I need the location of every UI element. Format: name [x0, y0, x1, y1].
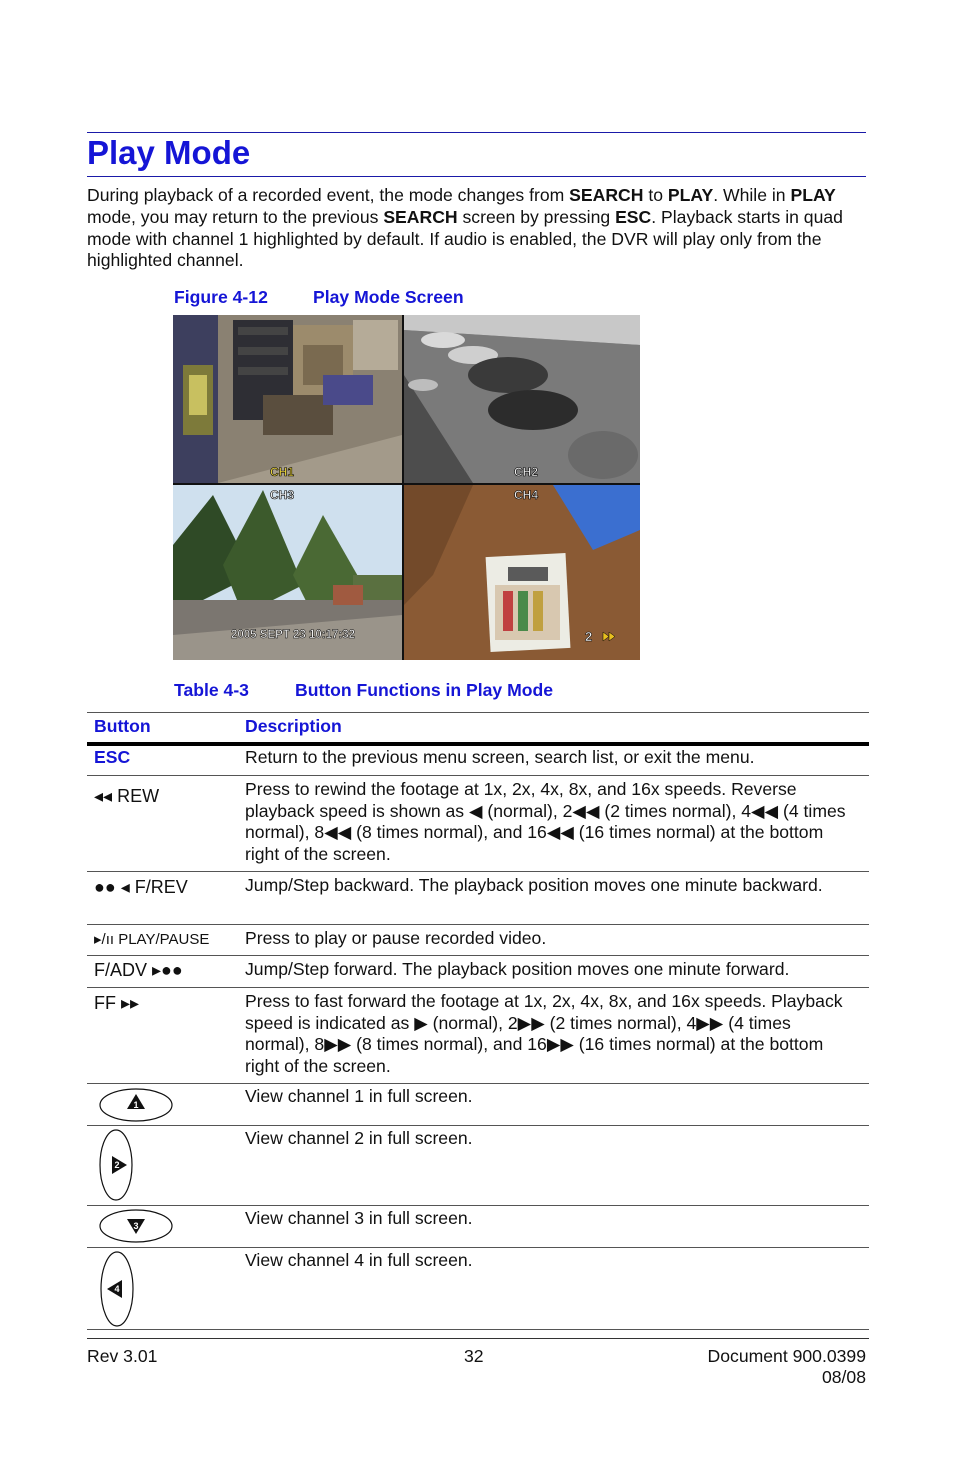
- ch1-label: CH1: [270, 465, 295, 479]
- speed-indicator: 2: [585, 629, 593, 644]
- timestamp-overlay: 2005 SEPT 23 10:17:32: [231, 629, 356, 641]
- row-separator: [87, 987, 869, 988]
- header-button: Button: [94, 716, 151, 736]
- row-separator: [87, 1083, 869, 1084]
- channel-3-key-icon: [98, 1208, 176, 1244]
- channel-1-key-icon: [98, 1087, 176, 1123]
- row-separator: [87, 1125, 869, 1126]
- table-top-rule: [87, 712, 869, 713]
- esc-button-label: ESC: [94, 747, 131, 767]
- fadv-description: Jump/Step forward. The playback position moves one minute forward.: [245, 959, 790, 979]
- play-pause-description: Press to play or pause recorded video.: [245, 928, 547, 948]
- svg-text:2: 2: [114, 1160, 120, 1170]
- row-separator: [87, 955, 869, 956]
- row-separator: [87, 871, 869, 872]
- title-rule-top: [87, 132, 866, 133]
- footer-rule: [87, 1338, 869, 1339]
- rew-description: Press to rewind the footage at 1x, 2x, 4x, 8x, and 16x speeds. Reverse playback speed is shown as ◀ (normal), 2◀◀ (2 times normal), 4◀◀ (4 times normal), 8◀◀ (8 times normal), and 16◀◀ (16 times normal) at the bottom right of the screen.: [245, 779, 846, 864]
- title-rule-bottom: [87, 176, 866, 177]
- horizontal-divider: [173, 483, 640, 485]
- channel-4-key-icon: [98, 1250, 136, 1328]
- row-separator: [87, 1329, 869, 1330]
- esc-description: Return to the previous menu screen, search list, or exit the menu.: [245, 747, 755, 767]
- channel-4-description: View channel 4 in full screen.: [245, 1250, 473, 1270]
- channel-2-key-icon: [98, 1128, 136, 1202]
- fadv-button-label: F/ADV ▸●●: [94, 960, 183, 980]
- footer-document-number: Document 900.0399: [707, 1346, 866, 1366]
- svg-text:1: 1: [133, 1100, 139, 1110]
- channel-3-description: View channel 3 in full screen.: [245, 1208, 473, 1228]
- play-pause-button-label: ▸/ıı PLAY/PAUSE: [94, 931, 210, 948]
- ch1-quadrant: [173, 315, 402, 483]
- footer-document: [708, 1346, 866, 1388]
- svg-text:4: 4: [114, 1284, 120, 1294]
- row-separator: [87, 1247, 869, 1248]
- vertical-divider: [402, 315, 404, 660]
- row-separator: [87, 775, 869, 776]
- rew-button-label: ◂◂ REW: [94, 786, 160, 806]
- ch4-label: CH4: [514, 488, 539, 502]
- ch3-label: CH3: [270, 488, 295, 502]
- play-mode-screen-figure: [173, 315, 640, 660]
- table-title: Button Functions in Play Mode: [295, 680, 554, 700]
- row-separator: [87, 1205, 869, 1206]
- intro-paragraph: During playback of a recorded event, the mode changes from SEARCH to PLAY. While in PLAY mode, you may return to the previous SEARCH screen by pressing ESC. Playback starts in quad mode with channel 1 highlighted by default. If audio is enabled, the DVR will play only from the highlighted channel.: [87, 185, 843, 271]
- footer-revision: Rev 3.01: [87, 1346, 158, 1366]
- ch2-quadrant: [404, 315, 640, 483]
- channel-2-description: View channel 2 in full screen.: [245, 1128, 473, 1148]
- page-title: Play Mode: [87, 134, 251, 171]
- row-separator: [87, 924, 869, 925]
- figure-title: Play Mode Screen: [313, 287, 464, 307]
- ff-description: Press to fast forward the footage at 1x, 2x, 4x, 8x, and 16x speeds. Playback speed is indicated as ▶ (normal), 2▶▶ (2 times normal), 4▶▶ (4 times normal), 8▶▶ (8 times normal), and 16▶▶ (16 times normal) at the bottom right of the screen.: [245, 991, 843, 1076]
- table-header-rule: [87, 742, 869, 746]
- header-description: Description: [245, 716, 342, 736]
- footer-document-date: 08/08: [821, 1367, 866, 1387]
- channel-1-description: View channel 1 in full screen.: [245, 1086, 473, 1106]
- figure-number: Figure 4-12: [174, 287, 268, 307]
- table-number: Table 4-3: [174, 680, 249, 700]
- svg-text:3: 3: [133, 1221, 139, 1231]
- footer-page-number: 32: [464, 1346, 484, 1366]
- ff-button-label: FF ▸▸: [94, 993, 140, 1013]
- frev-button-label: ●● ◂ F/REV: [94, 877, 188, 897]
- ch2-label: CH2: [514, 465, 539, 479]
- frev-description: Jump/Step backward. The playback position moves one minute backward.: [245, 875, 823, 895]
